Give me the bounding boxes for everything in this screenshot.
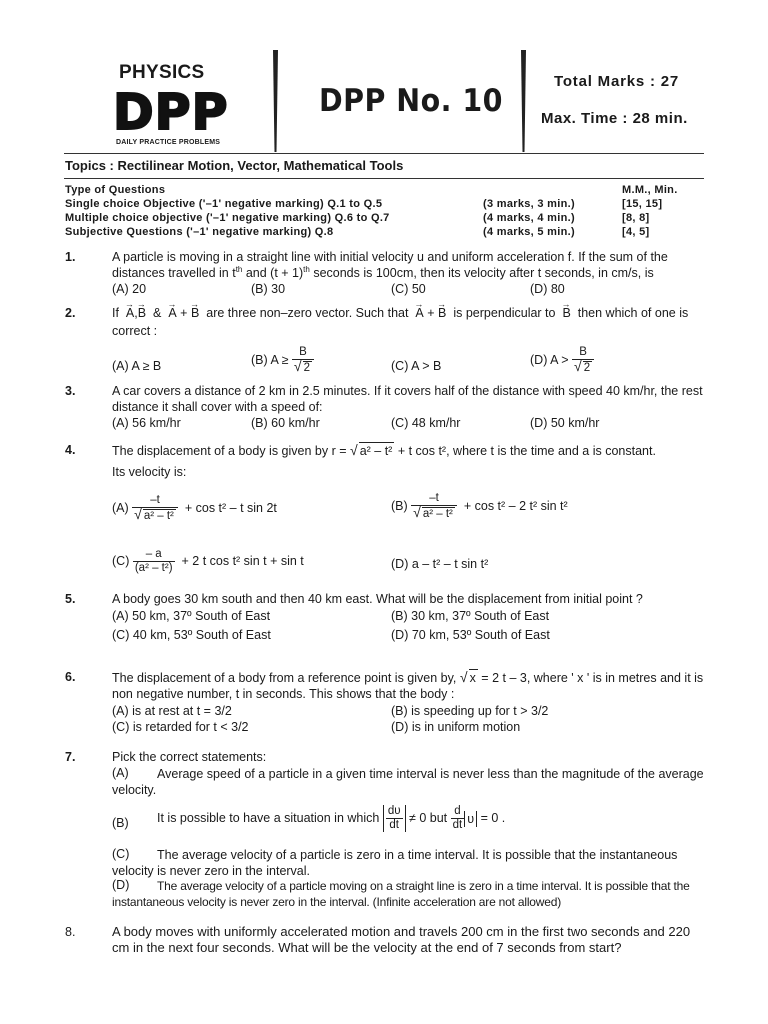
- subject-label: PHYSICS: [119, 62, 205, 83]
- q5-option-c: (C) 40 km, 53º South of East: [112, 628, 271, 642]
- q1-option-b: (B) 30: [251, 282, 286, 296]
- q7-d-text: The average velocity of a particle moving on a straight line is zero in a time interval. It is possible that the instantaneous velocity is never zero in the interval. (Infinite acceleration are not allowed): [112, 879, 690, 909]
- q2-option-d: (D) A > $\frac{B}{√ 2}$: [530, 346, 594, 375]
- q1-option-a: (A) 20: [112, 282, 147, 296]
- type-desc: Multiple choice objective ('–1' negative marking) Q.6 to Q.7: [65, 212, 390, 224]
- q3-number: 3.: [65, 384, 76, 398]
- q4-option-b: (B) $\frac{-t}{\text{√ a² – t²}}$ + cos t² – 2 t² sin t²: [391, 492, 568, 520]
- q8-number: 8.: [65, 925, 76, 939]
- type-marks: (3 marks, 3 min.): [483, 198, 575, 210]
- q1-option-d: (D) 80: [530, 282, 565, 296]
- q6-text: The displacement of a body from a reference point is given by, √ x = 2 t – 3, where ' x ' is in metres and it is non negative number, t in seconds. This shows that the body :: [112, 669, 704, 701]
- q5-option-d: (D) 70 km, 53º South of East: [391, 628, 550, 642]
- q6-option-a: (A) is at rest at t = 3/2: [112, 704, 232, 718]
- q7-c-label: (C): [112, 847, 130, 861]
- q2-option-a: (A) A ≥ B: [112, 359, 162, 373]
- q3-option-c: (C) 48 km/hr: [391, 416, 461, 430]
- mm-header: M.M., Min.: [622, 184, 678, 196]
- q4-option-a: (A) $\frac{-t}{\text{√ a² – t²}}$ + cos t² – t sin 2t: [112, 494, 277, 522]
- question-type-table: [65, 184, 705, 240]
- type-total: [8, 8]: [622, 212, 650, 224]
- q3-option-b: (B) 60 km/hr: [251, 416, 320, 430]
- type-row: [65, 198, 705, 212]
- q7-b-label: (B): [112, 816, 129, 830]
- q4-text-cont: Its velocity is:: [112, 465, 187, 479]
- q7-a-label: (A): [112, 766, 129, 780]
- q2-option-c: (C) A > B: [391, 359, 442, 373]
- q5-option-a: (A) 50 km, 37º South of East: [112, 609, 271, 623]
- logo-text: DPP: [113, 84, 229, 141]
- q6-option-b: (B) is speeding up for t > 3/2: [391, 704, 549, 718]
- header-rule: [64, 153, 704, 154]
- q3-option-d: (D) 50 km/hr: [530, 416, 600, 430]
- q7-b-text: It is possible to have a situation in which $\frac{d\upsilon}{dt}$ ≠ 0 but $\frac{d}{dt}$ υ = 0 .: [157, 805, 506, 831]
- header-divider-left: [273, 50, 278, 152]
- q1-text: A particle is moving in a straight line with initial velocity u and uniform acceleration f. If the sum of the distances travelled in $t^{th}$ and $(t + 1)^{th}$ seconds is 100cm, then its velocity after t seconds, in cm/s, is: [112, 250, 668, 280]
- total-marks: Total Marks : 27: [554, 73, 680, 90]
- type-row: [65, 212, 705, 226]
- q4-option-d: (D) a – t² – t sin t²: [391, 557, 489, 571]
- q7-d-label: (D): [112, 878, 130, 892]
- q7-a-text: Average speed of a particle in a given time interval is never less than the magnitude of the average velocity.: [112, 767, 704, 797]
- q7-intro: Pick the correct statements:: [112, 750, 267, 764]
- q5-number: 5.: [65, 592, 76, 606]
- q8-text: A body moves with uniformly accelerated motion and travels 200 cm in the first two seconds and 220 cm in the next four seconds. What will be the velocity at the end of 7 seconds from start?: [112, 924, 691, 955]
- q6-option-c: (C) is retarded for t < 3/2: [112, 720, 249, 734]
- q3-option-a: (A) 56 km/hr: [112, 416, 181, 430]
- q3-text: A car covers a distance of 2 km in 2.5 minutes. If it covers half of the distance with speed 40 km/hr, the rest distance it shall cover with a speed of:: [112, 384, 703, 414]
- logo-subtitle: DAILY PRACTICE PROBLEMS: [116, 139, 221, 146]
- type-header-row: [65, 184, 705, 198]
- max-time: Max. Time : 28 min.: [541, 110, 688, 127]
- type-row: [65, 226, 705, 240]
- q4-number: 4.: [65, 443, 76, 457]
- topics-rule: [64, 178, 704, 179]
- q5-option-b: (B) 30 km, 37º South of East: [391, 609, 550, 623]
- q7-number: 7.: [65, 750, 76, 764]
- q2-text-cont: correct :: [112, 324, 158, 338]
- q6-option-d: (D) is in uniform motion: [391, 720, 521, 734]
- q2-option-b: (B) A ≥ $\frac{B}{√ 2}$: [251, 346, 314, 375]
- q7-c-text: The average velocity of a particle is zero in a time interval. It is possible that the instantaneous velocity is never zero in the interval.: [112, 848, 678, 878]
- type-desc: Single choice Objective ('–1' negative marking) Q.1 to Q.5: [65, 198, 383, 210]
- type-marks: (4 marks, 5 min.): [483, 226, 575, 238]
- q4-text: The displacement of a body is given by r = √ a² – t² + t cos t², where t is the time and a is constant.: [112, 442, 656, 458]
- type-total: [4, 5]: [622, 226, 650, 238]
- dpp-logo: [113, 84, 233, 146]
- type-desc: Subjective Questions ('–1' negative marking) Q.8: [65, 226, 334, 238]
- type-total: [15, 15]: [622, 198, 663, 210]
- q1-number: 1.: [65, 250, 76, 264]
- type-header: Type of Questions: [65, 184, 166, 196]
- q2-number: 2.: [65, 306, 76, 320]
- type-marks: (4 marks, 4 min.): [483, 212, 575, 224]
- q5-text: A body goes 30 km south and then 40 km east. What will be the displacement from initial point ?: [112, 592, 643, 606]
- q6-number: 6.: [65, 670, 76, 684]
- dpp-title: DPP No. 10: [319, 83, 503, 119]
- topics-line: Topics : Rectilinear Motion, Vector, Mathematical Tools: [65, 158, 404, 173]
- header-divider-right: [521, 50, 526, 152]
- q2-text: If → A,→ B & → A + → B are three non–zero vector. Such that → A + → B is perpendicular to → B then which of one is: [112, 305, 688, 321]
- q1-option-c: (C) 50: [391, 282, 426, 296]
- q4-option-c: (C) $\frac{- a}{\text{(a² – t²)}}$ + 2 t cos t² sin t + sin t: [112, 548, 304, 574]
